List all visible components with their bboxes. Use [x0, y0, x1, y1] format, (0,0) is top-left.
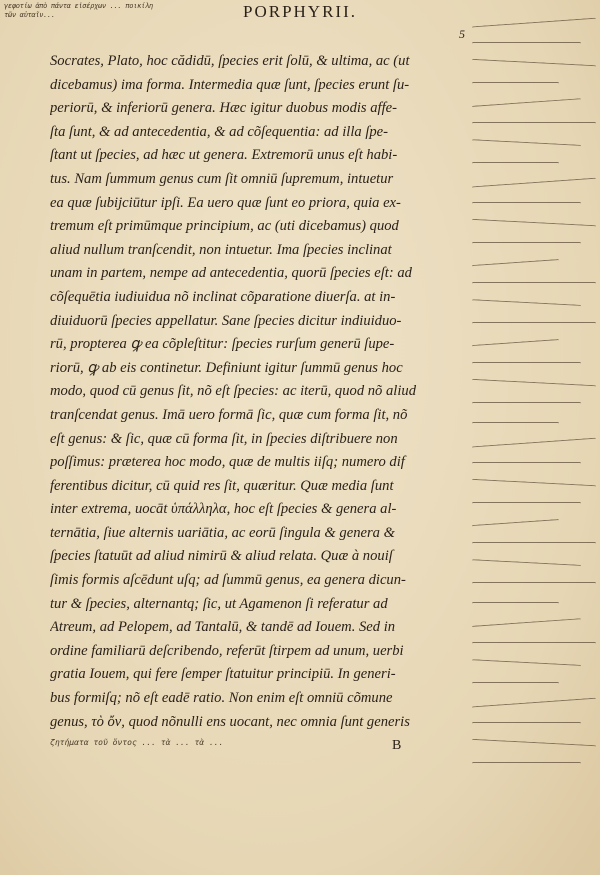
text-line: poſſimus: præterea hoc modo, quæ de multis iiſq; numero dif: [50, 454, 405, 471]
text-line: ea quæ ſubijciūtur ipſi. Ea uero quæ ſunt eo priora, quia ex-: [50, 194, 401, 211]
text-line: ferentibus dicitur, cū quid res ſit, quæritur. Quæ media ſunt: [50, 477, 394, 494]
text-line: dicebamus) ima forma. Intermedia quæ ſunt, ſpecies erunt ſu-: [50, 76, 410, 93]
text-line: bus formiſq; nõ eſt eadē ratio. Non enim eſt omniū cõmune: [50, 690, 393, 707]
text-line: cõſequētia iudiuidua nõ inclinat cõparatione diuerſa. at in-: [50, 288, 396, 305]
text-line: unam in partem, nempe ad antecedentia, quorū ſpecies eſt: ad: [50, 265, 412, 282]
marginal-annotations: [472, 22, 596, 782]
running-head: PORPHYRII.: [243, 2, 357, 21]
body-text: [50, 50, 470, 734]
text-line: rū, propterea ꝙ ea cõpleſtitur: ſpecies rurſum generū ſupe-: [50, 336, 395, 353]
text-line: ordine familiarū deſcribendo, referūt ſtirpem ad unum, uerbi: [50, 642, 404, 659]
text-line: ſtant ut ſpecies, ad hæc ut genera. Extremorū unus eſt habi-: [50, 147, 398, 164]
text-line: ternātia, ſiue alternis uariātia, ac eorū ſingula & genera &: [50, 524, 395, 541]
signature-mark: B: [392, 738, 402, 753]
text-line: gratia Iouem, qui fere ſemper ſtatuitur principiū. In generi-: [50, 666, 396, 683]
text-line: diuiduorū ſpecies appellatur. Sane ſpecies dicitur indiuiduo-: [50, 312, 402, 329]
text-line: modo, quod cū genus ſit, nõ eſt ſpecies: ac iterū, quod nõ aliud: [50, 383, 417, 400]
text-line: genus, τὸ ὄν, quod nõnulli ens uocant, nec omnia ſunt generis: [50, 713, 410, 730]
text-line: ſpecies ſtatuūt ad aliud nimirū & aliud relata. Quæ à nouiſ: [50, 548, 393, 565]
text-line: inter extrema, uocāt ὑπάλληλα, hoc eſt ſpecies & genera al-: [50, 501, 397, 518]
handwritten-top-note: γεφοτίω ἀπὸ πάντα εἰσέρχων ... ποικίλη τῶν αὐταῖν...: [4, 2, 153, 19]
text-line: tremum eſt primūmque principium, ac (uti dicebamus) quod: [50, 218, 399, 235]
text-line: tus. Nam ſummum genus cum ſit omniū ſupremum, intuetur: [50, 170, 394, 187]
text-line: eſt genus: & ſic, quæ cū forma ſit, in ſpecies diſtribuere non: [50, 430, 398, 447]
folio-number: 5: [459, 27, 465, 41]
text-line: ſimis formis aſcēdunt uſq; ad ſummū genus, ea genera dicun-: [50, 572, 406, 589]
text-line: riorū, ꝙ ab eis continetur. Definiunt igitur ſummū genus hoc: [50, 359, 403, 376]
text-line: tur & ſpecies, alternantq; ſic, ut Agamenon ſi referatur ad: [50, 595, 388, 612]
handwritten-foot-note: ζητήματα τοῦ ὄντος ... τὰ ... τὰ ...: [50, 738, 224, 747]
text-line: ſta ſunt, & ad antecedentia, & ad cõſequentia: ad illa ſpe-: [50, 123, 389, 140]
text-line: tranſcendat genus. Imā uero formā ſic, quæ cum forma ſit, nõ: [50, 406, 408, 423]
text-line: Socrates, Plato, hoc cădidū, ſpecies erit ſolū, & ultima, ac (ut: [50, 53, 410, 69]
text-line: aliud nullum tranſcendit, non intuetur. Ima ſpecies inclinat: [50, 241, 392, 258]
text-line: periorū, & inferiorū genera. Hæc igitur duobus modis affe-: [50, 100, 397, 117]
text-line: Atreum, ad Pelopem, ad Tantalū, & tandē ad Iouem. Sed in: [50, 619, 396, 636]
